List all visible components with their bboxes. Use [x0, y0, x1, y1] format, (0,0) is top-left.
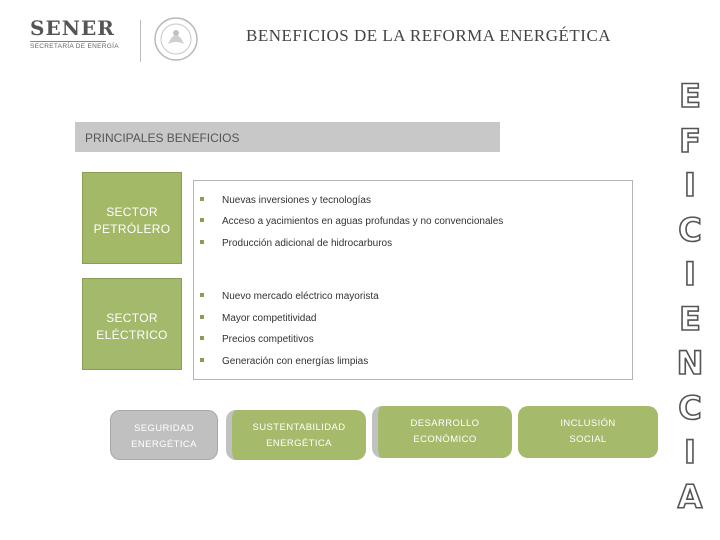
pill-line1: SUSTENTABILIDAD [252, 422, 346, 433]
vertical-letter: A [677, 477, 703, 516]
pill-line2: SOCIAL [569, 434, 607, 445]
bullet-icon [200, 197, 204, 201]
sector-petrolero-box [82, 172, 182, 264]
list-item [200, 238, 392, 254]
bullet-icon [200, 336, 204, 340]
section-header [75, 122, 500, 152]
list-item-text: Nuevas inversiones y tecnologías [222, 195, 371, 206]
list-item-text: Mayor competitividad [222, 313, 317, 324]
pill-line1: INCLUSIÓN [560, 418, 616, 429]
vertical-letter: E [679, 77, 701, 115]
list-item-text: Nuevo mercado eléctrico mayorista [222, 291, 379, 302]
vertical-letter: N [676, 344, 704, 382]
vertical-word-eficiencia [672, 74, 708, 519]
page-title: BENEFICIOS DE LA REFORMA ENERGÉTICA [246, 26, 612, 45]
logo-text: SENER [30, 16, 115, 40]
sector-petrolero-line1: SECTOR [106, 205, 158, 219]
sector-electrico-line2: ELÉCTRICO [96, 328, 168, 342]
vertical-letter: F [679, 121, 701, 160]
pill-desarrollo-economico [372, 406, 512, 458]
vertical-letter: C [678, 210, 702, 249]
section-header-label: PRINCIPALES BENEFICIOS [85, 131, 240, 145]
pill-sustentabilidad-energetica [226, 410, 366, 460]
list-item [200, 291, 379, 307]
pill-seguridad-energetica [110, 410, 218, 460]
bullet-icon [200, 358, 204, 362]
list-item [200, 216, 503, 232]
list-item-text: Acceso a yacimientos en aguas profundas y no convencionales [222, 216, 504, 227]
pill-line2: ECONÓMICO [413, 434, 477, 445]
bullet-icon [200, 218, 204, 222]
sector-electrico-line1: SECTOR [106, 311, 158, 325]
list-item [200, 313, 316, 329]
list-item [200, 195, 371, 211]
logo-separator [140, 20, 141, 62]
sector-petrolero-line2: PETRÓLERO [93, 222, 171, 236]
pill-line2: ENERGÉTICA [266, 438, 332, 449]
vertical-letter: I [684, 166, 696, 204]
bullet-icon [200, 315, 204, 319]
logo-divider [30, 41, 106, 42]
vertical-letter: I [684, 255, 696, 293]
list-item-text: Producción adicional de hidrocarburos [222, 238, 393, 249]
list-item [200, 334, 314, 350]
national-seal-icon [152, 14, 200, 64]
pill-line2: ENERGÉTICA [131, 439, 197, 450]
vertical-letter: I [684, 433, 696, 471]
header [0, 0, 720, 70]
sector-electrico-box [82, 278, 182, 370]
list-item-text: Generación con energías limpias [222, 356, 369, 367]
logo-subtitle: SECRETARÍA DE ENERGÍA [30, 43, 119, 50]
pill-line1: DESARROLLO [410, 418, 480, 429]
list-item [200, 356, 368, 372]
bullet-icon [200, 293, 204, 297]
sener-logo [22, 14, 182, 64]
vertical-letter: C [678, 388, 702, 427]
bullet-icon [200, 240, 204, 244]
list-item-text: Precios competitivos [222, 334, 314, 345]
pill-inclusion-social [518, 406, 658, 458]
vertical-letter: E [679, 299, 701, 338]
pill-line1: SEGURIDAD [133, 423, 195, 434]
